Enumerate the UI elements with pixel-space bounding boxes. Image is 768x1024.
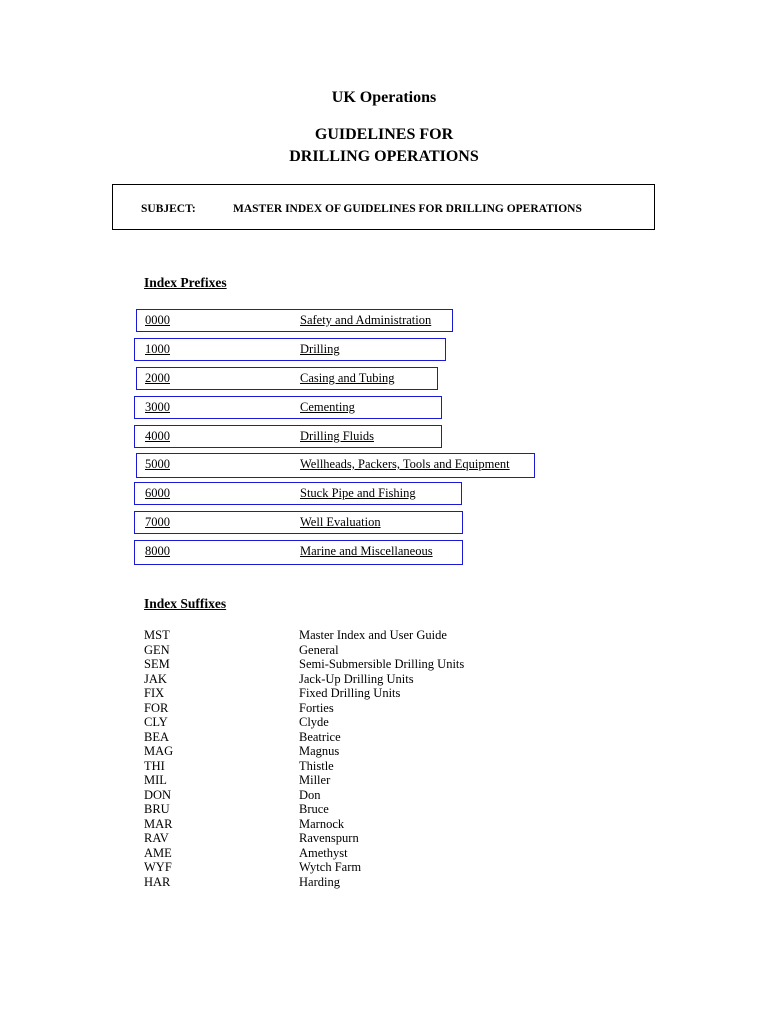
suffix-code: WYF — [144, 860, 172, 874]
index-prefixes-heading: Index Prefixes — [144, 275, 227, 290]
suffix-row — [144, 744, 564, 759]
prefix-link-3000[interactable] — [134, 396, 442, 419]
prefix-code: 8000 — [145, 544, 170, 558]
suffix-name: Wytch Farm — [299, 860, 362, 874]
prefix-link-5000[interactable] — [136, 453, 535, 478]
prefix-link-2000[interactable] — [136, 367, 438, 390]
suffix-code: BEA — [144, 729, 169, 744]
doc-title-line1: GUIDELINES FOR — [314, 126, 454, 143]
doc-title-line2: DRILLING OPERATIONS — [289, 148, 479, 165]
suffix-code: JAK — [144, 671, 167, 686]
suffix-name: Thistle — [299, 758, 334, 773]
prefix-name: Safety and Administration — [300, 313, 432, 327]
suffix-row — [144, 831, 564, 846]
suffix-code: CLY — [144, 715, 168, 729]
suffix-row — [144, 788, 564, 803]
suffix-row — [144, 730, 564, 745]
subject-text: MASTER INDEX OF GUIDELINES FOR DRILLING OPERATIONS — [233, 203, 582, 215]
prefix-code: 6000 — [145, 486, 170, 500]
suffix-row — [144, 759, 564, 774]
suffix-code: THI — [144, 758, 165, 773]
prefix-code: 4000 — [145, 429, 170, 443]
suffix-name: Jack-Up Drilling Units — [299, 671, 414, 686]
prefix-link-0000[interactable] — [136, 309, 453, 332]
suffix-row — [144, 628, 564, 643]
suffix-name: Don — [299, 787, 321, 802]
suffix-name: Fixed Drilling Units — [299, 686, 401, 700]
org-title: UK Operations — [331, 89, 437, 106]
prefix-link-8000[interactable] — [134, 540, 463, 565]
subject-label: SUBJECT: — [141, 203, 196, 215]
suffix-row — [144, 817, 564, 832]
suffix-name: Forties — [299, 700, 334, 715]
prefix-name: Well Evaluation — [300, 515, 381, 529]
prefix-name: Cementing — [300, 400, 355, 414]
suffix-row — [144, 657, 564, 672]
suffix-row — [144, 860, 564, 875]
suffix-name: Master Index and User Guide — [299, 628, 447, 642]
prefix-code: 1000 — [145, 342, 170, 356]
prefix-code: 0000 — [145, 313, 170, 327]
prefix-name: Stuck Pipe and Fishing — [300, 486, 416, 500]
suffix-name: General — [299, 642, 339, 657]
prefix-name: Drilling — [300, 342, 340, 356]
suffix-list — [144, 628, 564, 889]
suffix-code: MAR — [144, 816, 173, 831]
suffix-code: HAR — [144, 874, 171, 889]
suffix-name: Ravenspurn — [299, 831, 359, 845]
prefix-name: Drilling Fluids — [300, 429, 374, 443]
prefix-code: 2000 — [145, 371, 170, 385]
prefix-code: 7000 — [145, 515, 170, 529]
suffix-code: DON — [144, 787, 172, 802]
suffix-row — [144, 846, 564, 861]
prefix-name: Casing and Tubing — [300, 371, 395, 385]
suffix-name: Harding — [299, 874, 340, 889]
suffix-name: Amethyst — [299, 845, 348, 860]
suffix-name: Bruce — [299, 802, 329, 816]
suffix-row — [144, 773, 564, 788]
suffix-name: Clyde — [299, 715, 329, 729]
suffix-code: AME — [144, 845, 172, 860]
suffix-name: Magnus — [299, 744, 340, 758]
prefix-link-1000[interactable] — [134, 338, 446, 361]
suffix-name: Beatrice — [299, 729, 341, 744]
suffix-code: MST — [144, 628, 170, 642]
suffix-name: Semi-Submersible Drilling Units — [299, 657, 465, 671]
suffix-row — [144, 802, 564, 817]
suffix-name: Miller — [299, 773, 331, 787]
prefix-link-6000[interactable] — [134, 482, 462, 505]
suffix-code: FIX — [144, 686, 165, 700]
suffix-row — [144, 715, 564, 730]
suffix-row — [144, 701, 564, 716]
suffix-row — [144, 672, 564, 687]
suffix-code: FOR — [144, 700, 169, 715]
suffix-code: SEM — [144, 657, 170, 671]
suffix-row — [144, 686, 564, 701]
prefix-name: Marine and Miscellaneous — [300, 544, 433, 558]
suffix-code: BRU — [144, 802, 170, 816]
prefix-link-7000[interactable] — [134, 511, 463, 534]
suffix-code: MAG — [144, 744, 174, 758]
suffix-name: Marnock — [299, 816, 345, 831]
prefix-code: 5000 — [145, 457, 170, 471]
prefix-name: Wellheads, Packers, Tools and Equipment — [300, 457, 510, 471]
subject-box — [112, 184, 655, 230]
suffix-row — [144, 643, 564, 658]
prefix-link-4000[interactable] — [134, 425, 442, 448]
suffix-code: MIL — [144, 773, 167, 787]
prefix-code: 3000 — [145, 400, 170, 414]
suffix-row — [144, 875, 564, 890]
index-suffixes-heading: Index Suffixes — [144, 596, 227, 611]
suffix-code: GEN — [144, 642, 170, 657]
suffix-code: RAV — [144, 831, 169, 845]
